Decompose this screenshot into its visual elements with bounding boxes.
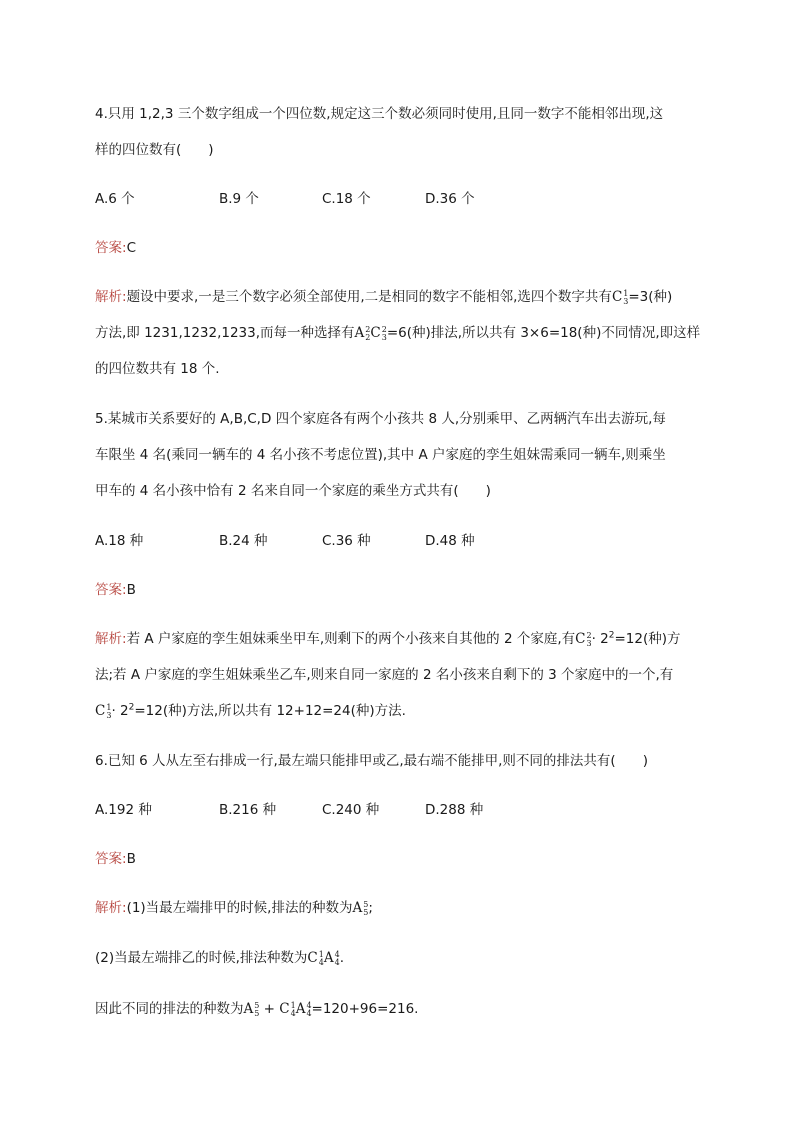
q6-analysis-line-1 [95, 898, 373, 918]
q5-option-a: A.18 种 [95, 533, 144, 549]
q6-sum-a55-sup: 5 [254, 1000, 260, 1010]
q6-analysis-tail-3: =120+96=216. [311, 1001, 419, 1017]
q5-c23-sup: 2 [586, 630, 592, 640]
q5-option-c: C.36 种 [322, 533, 371, 549]
q5-c13-sub: 3 [106, 710, 112, 720]
q4-c31-sup: 1 [623, 288, 629, 298]
q6-analysis-line-2 [95, 948, 344, 968]
q6-a44-sub: 4 [334, 957, 340, 967]
q4-options [95, 189, 715, 209]
q4-analysis-label: 解析: [95, 289, 127, 305]
q5-option-b: B.24 种 [219, 533, 268, 549]
q4-c32-sup: 2 [381, 324, 387, 334]
q6-sum-a55-letter: A [243, 1001, 254, 1017]
q6-analysis-text-3: 因此不同的排法的种数为 [95, 1001, 244, 1017]
q4-a22-sub: 2 [365, 332, 371, 342]
q6-answer [95, 849, 136, 869]
q6-a55-sub: 5 [363, 907, 369, 917]
q5-analysis-text-1: 若 A 户家庭的孪生姐妹乘坐甲车,则剩下的两个小孩来自其他的 2 个家庭,有 [126, 631, 576, 647]
q4-analysis-text-1: 题设中要求,一是三个数字必须全部使用,二是相同的数字不能相邻,选四个数字共有 [126, 289, 612, 305]
q4-c31-sub: 3 [623, 296, 629, 306]
q4-combination-c31 [612, 289, 628, 305]
q6-option-c: C.240 种 [322, 802, 380, 818]
q4-analysis-line-3: 的四位数共有 18 个. [95, 361, 220, 377]
q4-analysis-line-1 [95, 287, 672, 307]
q4-answer-value: C [126, 240, 136, 256]
q6-permutation-a44 [324, 950, 340, 966]
q6-combination-c14 [307, 950, 323, 966]
q5-c13-letter: C [95, 703, 106, 719]
q6-sum-a44-letter: A [295, 1001, 306, 1017]
q6-sum-a44-sub: 4 [306, 1008, 312, 1018]
q4-stem-line-1: 4.只用 1,2,3 三个数字组成一个四位数,规定这三个数必须同时使用,且同一数字不能相邻出现,这 [95, 106, 664, 122]
q5-analysis-tail-1: =12(种)方 [614, 631, 681, 647]
q6-sum-a55-sub: 5 [254, 1008, 260, 1018]
q4-c32-sub: 3 [381, 332, 387, 342]
q6-permutation-a55-sum [244, 1001, 260, 1017]
q6-c14-letter: C [307, 950, 318, 966]
q6-option-b: B.216 种 [219, 802, 277, 818]
q5-stem-line-3: 甲车的 4 名小孩中恰有 2 名来自同一个家庭的乘坐方式共有( ) [95, 483, 491, 499]
q5-analysis-line-2: 法;若 A 户家庭的孪生姐妹乘坐乙车,则来自同一家庭的 2 名小孩来自剩下的 3 个家庭中的一个,有 [95, 667, 674, 683]
q4-c31-tail: =3(种) [628, 289, 673, 305]
q5-analysis-power-3: 2 [128, 702, 135, 713]
q4-analysis-text-2: 方法,即 1231,1232,1233,而每一种选择有 [95, 325, 355, 341]
q4-a22-sup: 2 [365, 324, 371, 334]
q4-c31-letter: C [611, 289, 623, 305]
q4-answer-label: 答案: [95, 240, 127, 256]
q4-option-a: A.6 个 [95, 191, 135, 207]
q5-stem-line-2: 车限坐 4 名(乘同一辆车的 4 名小孩不考虑位置),其中 A 户家庭的孪生姐妹需乘同一辆车,则乘坐 [95, 447, 666, 463]
q4-a22-letter: A [354, 325, 365, 341]
q6-sum-c14-letter: C [279, 1001, 290, 1017]
q5-answer-value: B [126, 582, 136, 598]
q6-sum-plus: + [259, 1001, 280, 1017]
q6-analysis-label: 解析: [95, 900, 127, 916]
q6-answer-label: 答案: [95, 851, 127, 867]
q4-answer [95, 238, 136, 258]
q5-analysis-mult-3: · 2 [111, 703, 129, 719]
q6-c14-sub: 4 [318, 957, 324, 967]
q5-combination-c13 [95, 703, 111, 719]
q6-stem-line-1: 6.已知 6 人从左至右排成一行,最左端只能排甲或乙,最右端不能排甲,则不同的排法共有( ) [95, 753, 648, 769]
q5-combination-c23 [575, 631, 591, 647]
q4-mid-tail: =6(种)排法,所以共有 3×6=18(种)不同情况,即这样 [386, 325, 701, 341]
q5-c23-sub: 3 [586, 638, 592, 648]
q6-option-d: D.288 种 [425, 802, 484, 818]
q4-option-c: C.18 个 [322, 191, 371, 207]
q5-options [95, 531, 715, 551]
q5-analysis-power-1: 2 [608, 630, 615, 641]
q6-sum-a44-sup: 4 [306, 1000, 312, 1010]
q6-analysis-tail-1: ; [368, 900, 373, 916]
q5-analysis-label: 解析: [95, 631, 127, 647]
q6-option-a: A.192 种 [95, 802, 152, 818]
q4-analysis-line-2 [95, 323, 700, 343]
q6-options [95, 800, 715, 820]
q5-c23-letter: C [575, 631, 586, 647]
q4-stem-line-2: 样的四位数有( ) [95, 142, 214, 158]
q6-c14-sup: 1 [318, 949, 324, 959]
q6-sum-c14-sub: 4 [290, 1008, 296, 1018]
q5-analysis-line-1 [95, 629, 681, 649]
q6-permutation-a44-sum [296, 1001, 312, 1017]
q5-analysis-mult-1: · 2 [591, 631, 609, 647]
q6-analysis-line-3 [95, 999, 418, 1019]
q5-stem-line-1: 5.某城市关系要好的 A,B,C,D 四个家庭各有两个小孩共 8 人,分别乘甲、乙两辆汽车出去游玩,每 [95, 411, 666, 427]
q5-analysis-tail-3: =12(种)方法,所以共有 12+12=24(种)方法. [134, 703, 406, 719]
q6-a44-letter: A [323, 950, 334, 966]
q5-analysis-line-3 [95, 701, 406, 721]
q4-option-d: D.36 个 [425, 191, 475, 207]
q6-analysis-text-1: (1)当最左端排甲的时候,排法的种数为 [126, 900, 353, 916]
q6-analysis-tail-2: . [339, 950, 344, 966]
q5-answer-label: 答案: [95, 582, 127, 598]
q5-c13-sup: 1 [106, 702, 112, 712]
q6-a44-sup: 4 [334, 949, 340, 959]
q5-answer [95, 580, 136, 600]
q6-combination-c14-sum [279, 1001, 295, 1017]
q6-permutation-a55 [352, 900, 368, 916]
q6-analysis-text-2: (2)当最左端排乙的时候,排法种数为 [95, 950, 308, 966]
q4-c32-letter: C [370, 325, 381, 341]
q5-option-d: D.48 种 [425, 533, 475, 549]
q4-combination-c32 [370, 325, 386, 341]
q4-permutation-a22 [355, 325, 371, 341]
q6-a55-letter: A [352, 900, 363, 916]
q4-option-b: B.9 个 [219, 191, 259, 207]
q6-sum-c14-sup: 1 [290, 1000, 296, 1010]
q6-a55-sup: 5 [363, 899, 369, 909]
q6-answer-value: B [126, 851, 136, 867]
